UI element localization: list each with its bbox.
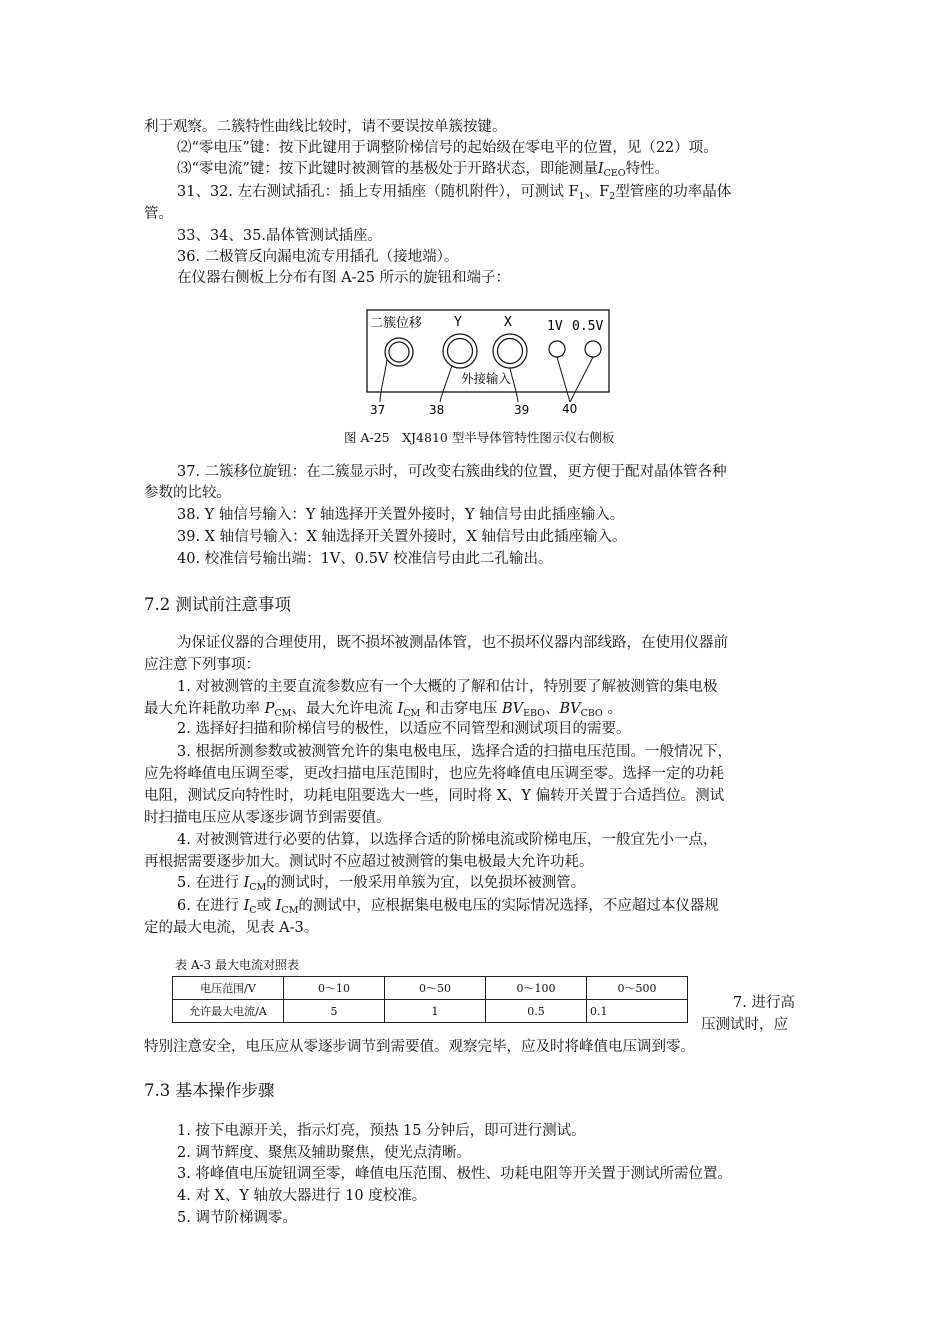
paragraph: 为保证仪器的合理使用，既不损坏被测晶体管，也不损坏仪器内部线路，在使用仪器前 <box>177 635 728 651</box>
1v-terminal <box>549 341 565 357</box>
section-heading: 7.3 基本操作步骤 <box>144 1081 275 1100</box>
max-current-table <box>172 976 688 1023</box>
paragraph: 利于观察。二簇特性曲线比较时，请不要误按单簇按键。 <box>144 119 507 135</box>
panel-diagram <box>360 304 620 420</box>
table-row <box>173 1000 688 1023</box>
paragraph: 36. 二极管反向漏电流专用插孔（接地端）。 <box>177 249 459 265</box>
list-item: 压测试时，应 <box>701 1017 788 1033</box>
table-cell: 0～10 <box>284 977 385 1000</box>
callout-37: 37 <box>370 403 386 417</box>
label-y: Y <box>454 315 462 330</box>
table-cell: 0～100 <box>486 977 587 1000</box>
table-row <box>173 977 688 1000</box>
list-item: 最大允许耗散功率 $P_{CM}$、最大允许电流 $I_{CM}$ 和击穿电压 $BV_{EBO}$、$BV_{CBO}$ 。 <box>144 701 622 719</box>
label-shift: 二簇位移 <box>370 316 423 331</box>
list-item: 1. 对被测管的主要直流参数应有一个大概的了解和估计，特别要了解被测管的集电极 <box>177 679 718 695</box>
list-item: 37. 二簇移位旋钮：在二簇显示时，可改变右簇曲线的位置，更方便于配对晶体管各种 <box>177 464 727 480</box>
list-item: 1. 按下电源开关，指示灯亮，预热 15 分钟后，即可进行测试。 <box>177 1123 586 1139</box>
list-item: 2. 选择好扫描和阶梯信号的极性，以适应不同管型和测试项目的需要。 <box>177 721 631 737</box>
section-heading: 7.2 测试前注意事项 <box>144 595 291 614</box>
list-item: 5. 在进行 $I_{CM}$的测试时，一般采用单簇为宜，以免损坏被测管。 <box>177 875 586 893</box>
paragraph: 应注意下列事项： <box>144 657 260 673</box>
paragraph: ⑶“零电流”键：按下此键时被测管的基极处于开路状态，即能测量$I_{CEO}$特性。 <box>177 161 670 179</box>
list-item: 5. 调节阶梯调零。 <box>177 1210 297 1226</box>
table-cell: 0.1 <box>587 1000 688 1023</box>
list-item: 应先将峰值电压调至零，更改扫描电压范围时，也应先将峰值电压调至零。选择一定的功耗 <box>144 766 724 782</box>
list-item: 4. 对 X、Y 轴放大器进行 10 度校准。 <box>177 1188 427 1204</box>
table-cell: 1 <box>385 1000 486 1023</box>
list-item: 39. X 轴信号输入：X 轴选择开关置外接时，X 轴信号由此插座输入。 <box>177 529 627 545</box>
paragraph: 在仪器右侧板上分布有图 A-25 所示的旋钮和端子： <box>177 270 511 286</box>
paragraph: 管。 <box>144 206 173 222</box>
callout-40: 40 <box>562 402 578 416</box>
list-item: 参数的比较。 <box>144 485 231 501</box>
list-item: 定的最大电流，见表 A-3。 <box>144 920 319 936</box>
table-cell: 5 <box>284 1000 385 1023</box>
label-x: X <box>504 315 512 330</box>
shift-knob <box>385 338 413 366</box>
list-item: 电阻，测试反向特性时，功耗电阻要选大一些，同时将 X、Y 偏转开关置于合适挡位。测试 <box>144 788 725 804</box>
paragraph: 33、34、35.晶体管测试插座。 <box>177 228 382 244</box>
list-item: 38. Y 轴信号输入：Y 轴选择开关置外接时，Y 轴信号由此插座输入。 <box>177 507 625 523</box>
table-cell: 允许最大电流/A <box>173 1000 284 1023</box>
list-item: 时扫描电压应从零逐步调节到需要值。 <box>144 810 391 826</box>
list-item: 3. 将峰值电压旋钮调至零，峰值电压范围、极性、功耗电阻等开关置于测试所需位置。 <box>177 1166 732 1182</box>
paragraph: ⑵“零电压”键：按下此键用于调整阶梯信号的起始级在零电平的位置，见（22）项。 <box>177 140 718 156</box>
table-cell: 0.5 <box>486 1000 587 1023</box>
y-input-jack <box>443 334 477 368</box>
list-item: 3. 根据所测参数或被测管允许的集电极电压，选择合适的扫描电压范围。一般情况下， <box>177 744 732 760</box>
figure-caption: 图 A-25 XJ4810 型半导体管特性图示仪右侧板 <box>344 430 615 445</box>
list-item: 2. 调节辉度、聚焦及辅助聚焦，使光点清晰。 <box>177 1145 471 1161</box>
callout-39: 39 <box>514 403 530 417</box>
list-item: 6. 在进行 $I_C$或 $I_{CM}$的测试中，应根据集电极电压的实际情况选择，不应超过本仪器规 <box>177 898 719 916</box>
table-caption: 表 A-3 最大电流对照表 <box>175 958 299 972</box>
label-ext: 外接输入 <box>461 371 512 386</box>
list-item: 40. 校准信号输出端：1V、0.5V 校准信号由此二孔输出。 <box>177 551 553 567</box>
05v-terminal <box>585 341 601 357</box>
table-cell: 0～500 <box>587 977 688 1000</box>
table-cell: 0～50 <box>385 977 486 1000</box>
list-item: 4. 对被测管进行必要的估算，以选择合适的阶梯电流或阶梯电压，一般宜先小一点， <box>177 832 718 848</box>
list-item: 特别注意安全，电压应从零逐步调节到需要值。观察完毕，应及时将峰值电压调到零。 <box>144 1039 695 1055</box>
paragraph: 31、32. 左右测试插孔：插上专用插座（随机附件），可测试 $F_1$、$F_2$型管座的功率晶体 <box>177 184 732 202</box>
label-1v: 1V <box>547 319 563 334</box>
label-05v: 0.5V <box>572 319 604 334</box>
callout-38: 38 <box>429 403 445 417</box>
list-item: 再根据需要逐步加大。测试时不应超过被测管的集电极最大允许功耗。 <box>144 854 594 870</box>
table-cell: 电压范围/V <box>173 977 284 1000</box>
x-input-jack <box>493 334 527 368</box>
list-item: 7. 进行高 <box>733 995 795 1011</box>
